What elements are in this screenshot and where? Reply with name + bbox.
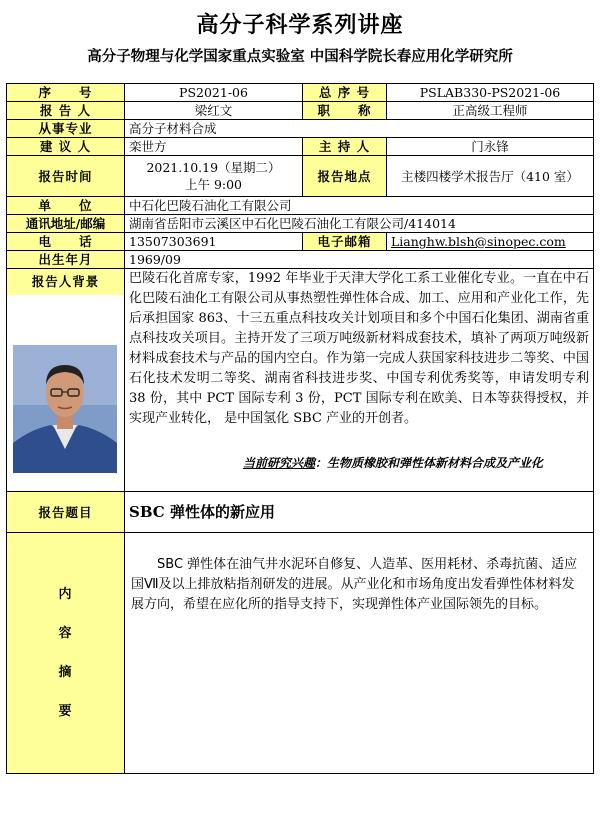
abstract-label-chars	[11, 586, 120, 720]
place-value: 主楼四楼学术报告厅（410 室）	[387, 156, 594, 197]
table-row	[7, 533, 594, 774]
abstract-label-char: 内	[58, 587, 73, 602]
research-interest	[129, 453, 589, 473]
reporter-value: 梁红文	[125, 102, 303, 120]
report-title: SBC 弹性体的新应用	[125, 492, 594, 533]
table-row	[7, 120, 594, 138]
phone-value: 13507303691	[125, 233, 303, 251]
table-row	[7, 215, 594, 233]
table-row	[7, 197, 594, 215]
table-row	[7, 492, 594, 533]
table-row	[7, 269, 594, 492]
background-left-cell	[7, 269, 125, 492]
background-text: 巴陵石化首席专家，1992 年毕业于天津大学化工系工业催化专业。一直在中石化巴陵石油化工有限公司从事热塑性弹性体合成、加工、应用和产业化工作，先后承担国家 863、十三五重点科技攻关计划项目和多个中国石化集团、湖南省重点科技攻关项目。主持开发了三项万吨级新材料成套技术，填补了两项万吨级新材料成套技术与产品的国内空白。作为第一完成人获国家科技进步二等奖、中国石化技术发明二等奖、湖南省科技进步奖、中国专利优秀奖等，申请发明专利 38 份，其中 PCT 国际专利 3 份，PCT 国际专利在欧美、日本等获得授权，并实现产业转化， 是中国氢化 SBC 产业的开创者。	[129, 271, 589, 426]
host-value: 门永锋	[387, 138, 594, 156]
time-hour: 上午 9:00	[184, 177, 243, 192]
email-label: 电子邮箱	[303, 233, 387, 251]
total-seq-value: PSLAB330-PS2021-06	[387, 84, 594, 102]
reporter-photo	[13, 345, 117, 473]
total-seq-label: 总 序 号	[303, 84, 387, 102]
abstract-label-char: 要	[58, 704, 73, 719]
place-label: 报告地点	[303, 156, 387, 197]
position-value: 正高级工程师	[387, 102, 594, 120]
unit-label: 单 位	[7, 197, 125, 215]
time-label: 报告时间	[7, 156, 125, 197]
field-label: 从事专业	[7, 120, 125, 138]
proposer-value: 栾世方	[125, 138, 303, 156]
table-row	[7, 251, 594, 269]
page-subtitle: 高分子物理与化学国家重点实验室 中国科学院长春应用化学研究所	[87, 49, 513, 65]
seq-value: PS2021-06	[125, 84, 303, 102]
field-value: 高分子材料合成	[125, 120, 594, 138]
background-label: 报告人背景	[7, 269, 124, 295]
unit-value: 中石化巴陵石油化工有限公司	[125, 197, 594, 215]
report-title-label: 报告题目	[7, 492, 125, 533]
time-value	[125, 156, 303, 197]
phone-label: 电 话	[7, 233, 125, 251]
reporter-label: 报 告 人	[7, 102, 125, 120]
time-date: 2021.10.19（星期二）	[146, 160, 281, 175]
position-label: 职 称	[303, 102, 387, 120]
birth-label: 出生年月	[7, 251, 125, 269]
table-row	[7, 156, 594, 197]
abstract-label-char: 容	[58, 626, 73, 641]
abstract-label	[7, 533, 125, 774]
lecture-info-table	[6, 83, 594, 774]
background-cell	[125, 269, 594, 492]
research-interest-text: ：生物质橡胶和弹性体新材料合成及产业化	[314, 456, 543, 470]
research-interest-label: 当前研究兴趣	[242, 456, 315, 470]
address-label: 通讯地址/邮编	[7, 215, 125, 233]
proposer-label: 建 议 人	[7, 138, 125, 156]
address-value: 湖南省岳阳市云溪区中石化巴陵石油化工有限公司/414014	[125, 215, 594, 233]
abstract-text: SBC 弹性体在油气井水泥环自修复、人造革、医用耗材、杀毒抗菌、适应国Ⅶ及以上排放粘指剂研发的进展。从产业化和市场角度出发看弹性体材料发展方向，希望在应化所的指导支持下，实现弹性体产业国际领先的目标。	[125, 533, 594, 774]
table-row	[7, 102, 594, 120]
email-link[interactable]: Lianghw.blsh@sinopec.com	[387, 233, 594, 251]
seq-label: 序 号	[7, 84, 125, 102]
table-row	[7, 84, 594, 102]
table-row	[7, 138, 594, 156]
table-row	[7, 233, 594, 251]
page-title: 高分子科学系列讲座	[196, 13, 404, 38]
host-label: 主 持 人	[303, 138, 387, 156]
abstract-label-char: 摘	[58, 665, 73, 680]
birth-value: 1969/09	[125, 251, 594, 269]
